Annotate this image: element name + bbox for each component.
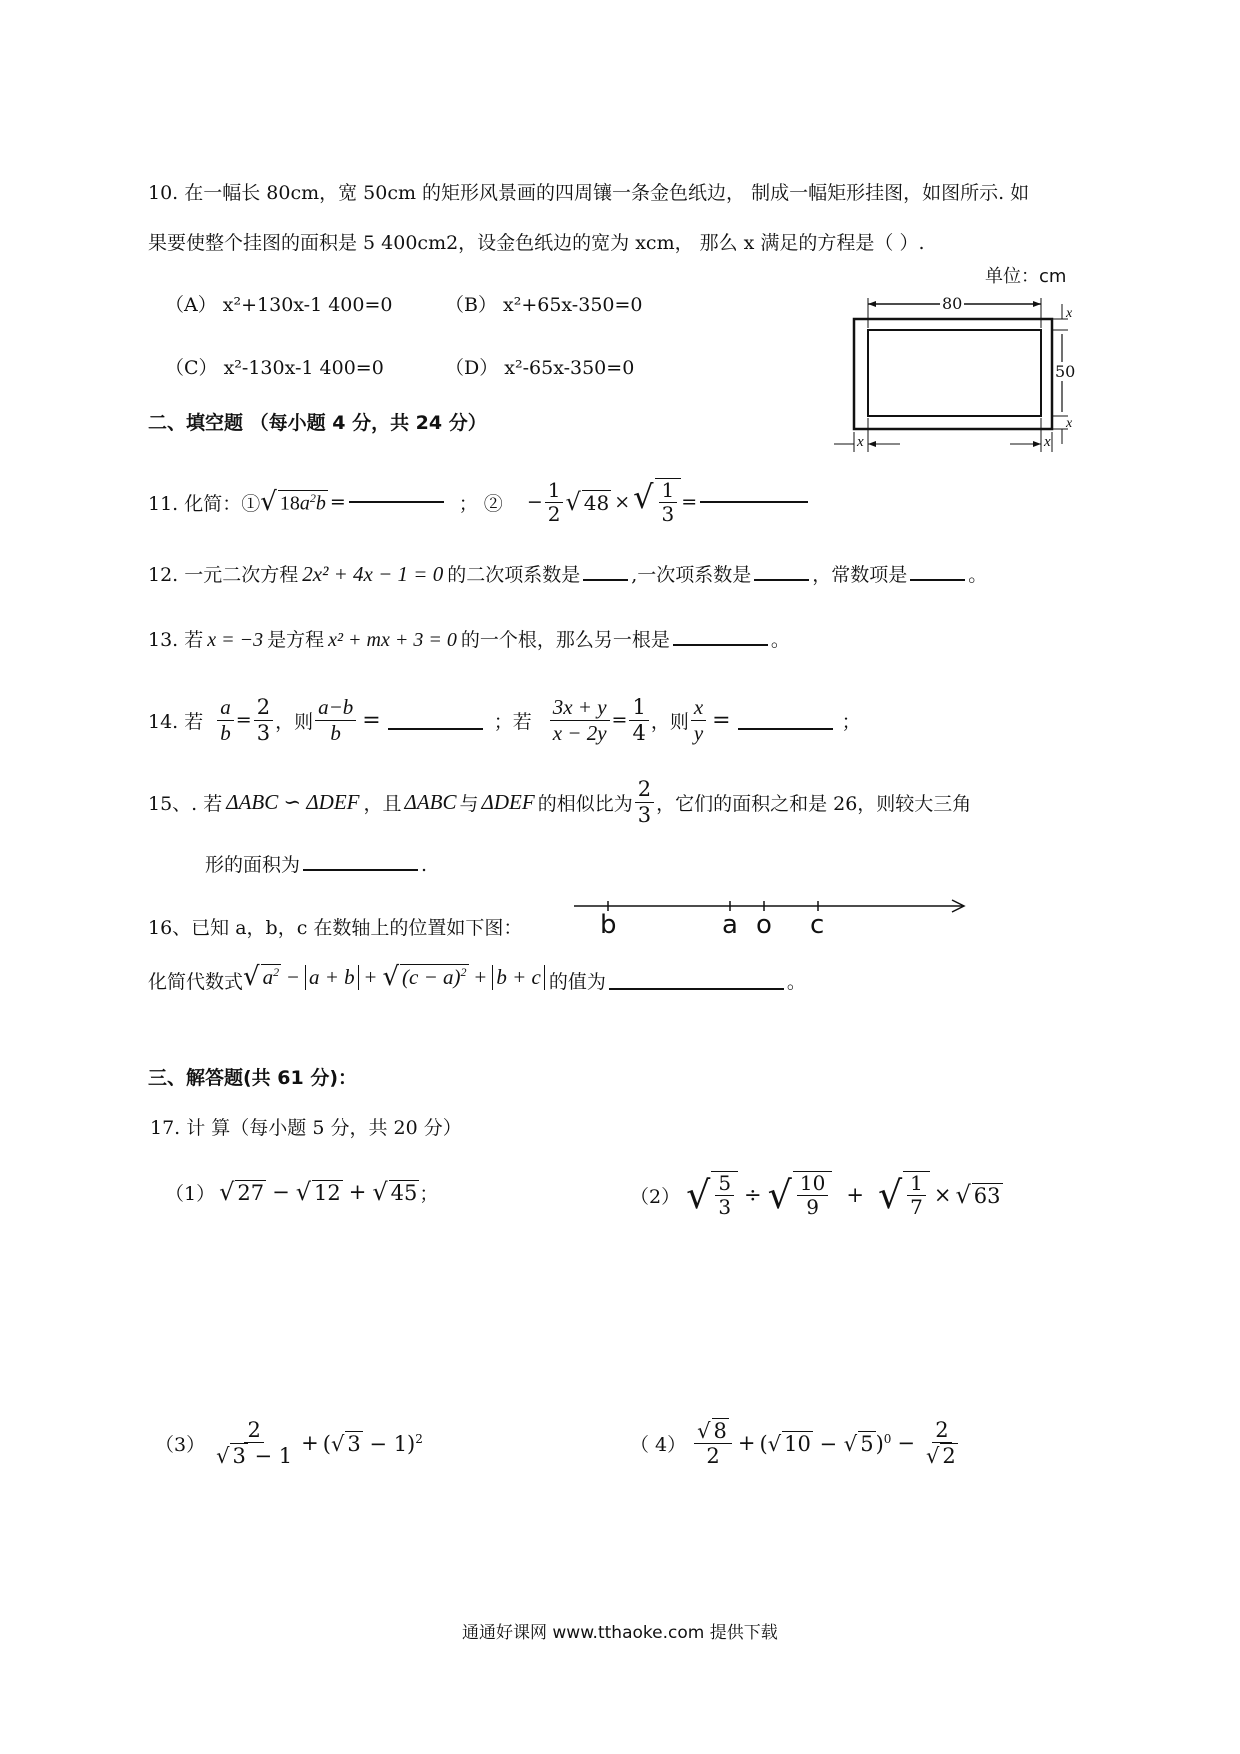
q12-blank-2[interactable] — [754, 579, 809, 581]
figure-unit: 单位：cm — [985, 266, 1067, 287]
q11: 11. 化简：① √ $18a^2b$ = ； ② − $\frac{1}{2}$ √ 48 × √ $\frac{1}{3}$ = — [148, 478, 811, 526]
q13-end: 。 — [770, 629, 790, 651]
q13 — [148, 625, 790, 652]
label-o: o — [756, 910, 772, 940]
figure-width-label: 80 — [942, 294, 963, 313]
q10-line1: 10. 在一幅长 80cm，宽 50cm 的矩形风景画的四周镶一条金色纸边， 制成一幅矩形挂图，如图所示. 如 — [148, 182, 1030, 204]
q12-equation: 2x² + 4x − 1 = 0 — [302, 562, 444, 586]
label-c: c — [810, 910, 825, 940]
q16-expression: √ $a^2$ − a + b + √ $(c - a)^2$ + b + c — [243, 962, 545, 992]
q12 — [148, 560, 987, 587]
q16-line2-pre: 化简代数式 — [148, 971, 244, 993]
q11-radical-48: √ 48 — [565, 488, 610, 516]
label-b: b — [600, 910, 617, 940]
figure-x-label-bottom: x — [1066, 416, 1073, 431]
q17-p3: （3） $\frac{2}{√ 3 - 1}$ + (√ 3 − 1)$^2$ — [155, 1417, 423, 1468]
q15-and: ，且 — [363, 792, 402, 815]
q15-line2-text: 形的面积为 — [205, 854, 301, 876]
label-a: a — [722, 910, 738, 940]
q14-then-2: ，则 — [650, 710, 689, 733]
q13-post: 的一个根，那么另一根是 — [460, 629, 670, 651]
q17-p3-label: （3） — [155, 1433, 206, 1456]
footer-text: 通通好课网 www.tthaoke.com 提供下载 — [462, 1623, 778, 1643]
q12-mid1: 的二次项系数是 — [447, 564, 581, 586]
figure-height-label: 50 — [1055, 362, 1076, 381]
q10-option-b: （B） x²+65x-350=0 — [445, 294, 643, 316]
q17-p4-label: （ 4） — [630, 1433, 687, 1456]
q10-figure — [830, 262, 1078, 462]
q10-option-c: （C） x²-130x-1 400=0 — [165, 357, 384, 379]
q14-frac-x-over-y: $\frac{x}{y}$ — [691, 695, 706, 744]
q15-t1: ΔABC — [404, 789, 457, 814]
q14: 14. 若 $\frac{a}{b}$ = $\frac{2}{3}$ ，则 $\frac{a-b}{b}$ = ；若 $\frac{3x + y}{x - 2y}$ = $\frac{1}{4}$ ，则 $\frac{x}{y}$ = ； — [148, 695, 861, 745]
q11-part2: ； ② — [458, 492, 503, 515]
q13-cond: x = −3 — [207, 629, 264, 651]
q13-blank[interactable] — [673, 644, 768, 646]
figure-x-label-right: x — [1044, 434, 1051, 450]
q15-sim: ΔABC ∽ ΔDEF — [226, 789, 360, 814]
q15-t2: ΔDEF — [481, 789, 535, 814]
q14-frac-xy: $\frac{3x + y}{x - 2y}$ — [550, 695, 610, 744]
q11-label: 11. 化简：① — [148, 492, 261, 515]
q16-pre: 16、已知 a，b，c 在数轴上的位置如下图： — [148, 917, 523, 939]
q15-line2 — [205, 850, 427, 877]
q11-radical-third: √ $\frac{1}{3}$ — [633, 478, 681, 526]
q10-option-d: （D） x²-65x-350=0 — [445, 357, 635, 379]
q17-p1-end: ； — [419, 1182, 439, 1205]
q13-equation: x² + mx + 3 = 0 — [328, 629, 457, 651]
q12-mid3: ，常数项是 — [812, 564, 908, 586]
q16-end: 。 — [786, 971, 806, 993]
q17-p2: （2） √ $\frac{5}{3}$ ÷ √ $\frac{10}{9}$ + √ $\frac{1}{7}$ × √ 63 — [630, 1171, 1001, 1219]
q14-frac-ab: $\frac{a}{b}$ — [217, 695, 234, 744]
section2-title: 二、填空题 （每小题 4 分，共 24 分） — [148, 412, 487, 434]
q15-with: 与 — [459, 792, 479, 815]
q12-end: 。 — [968, 564, 988, 586]
q16-number-line — [570, 893, 970, 943]
frame-diagram — [830, 262, 1078, 462]
q14-end: ； — [841, 710, 861, 733]
q10-option-a: （A） x²+130x-1 400=0 — [165, 294, 393, 316]
q15-ratio-label: 的相似比为 — [537, 792, 633, 815]
q15-blank[interactable] — [303, 869, 418, 871]
q16-line2-post: 的值为 — [548, 971, 606, 993]
q14-pre: 14. 若 — [148, 710, 204, 733]
q12-blank-3[interactable] — [910, 579, 965, 581]
q14-then-1: ，则 — [275, 710, 314, 733]
q13-mid: 是方程 — [267, 629, 325, 651]
q17-title: 17. 计 算（每小题 5 分，共 20 分） — [150, 1117, 462, 1139]
figure-x-label-top: x — [1066, 306, 1073, 321]
q15-line2-end: . — [421, 854, 428, 876]
q13-pre: 13. 若 — [148, 629, 204, 651]
q14-frac-23: $\frac{2}{3}$ — [254, 695, 273, 744]
q15-frac-23: $\frac{2}{3}$ — [635, 777, 654, 826]
q11-blank-1[interactable] — [349, 501, 444, 503]
q15-post: ，它们的面积之和是 26，则较大三角 — [656, 792, 972, 815]
q10-line2: 果要使整个挂图的面积是 5 400cm2，设金色纸边的宽为 xcm， 那么 x 满足的方程是（ ）. — [148, 232, 925, 254]
q12-pre: 12. 一元二次方程 — [148, 564, 299, 586]
q15-pre: 15、. 若 — [148, 792, 223, 815]
figure-x-label-left: x — [857, 434, 864, 450]
q14-blank-1[interactable] — [388, 728, 483, 730]
q15 — [148, 770, 971, 834]
q11-frac-half: $\frac{1}{2}$ — [545, 479, 564, 526]
q17-p2-label: （2） — [630, 1185, 681, 1208]
q14-frac-amb: $\frac{a-b}{b}$ — [315, 695, 356, 744]
q11-radical-1: √ $18a^2b$ — [260, 487, 326, 517]
q14-frac-14: $\frac{1}{4}$ — [629, 695, 648, 744]
q11-blank-2[interactable] — [700, 501, 808, 503]
q14-sep: ；若 — [493, 710, 532, 733]
q17-p4: （ 4） $\frac{√ 8}{2}$ + (√ 10 − √ 5)$^0$ − $\frac{2}{√ 2}$ — [630, 1417, 956, 1468]
q17-p1-label: （1） — [165, 1182, 216, 1205]
q12-mid2: ,一次项系数是 — [631, 564, 752, 586]
q12-blank-1[interactable] — [583, 579, 628, 581]
q14-blank-2[interactable] — [738, 728, 833, 730]
q17-p1: （1） √ 27 − √ 12 + √ 45 ； — [165, 1178, 439, 1206]
q16-line2 — [148, 952, 806, 998]
q16-blank[interactable] — [609, 988, 784, 990]
section3-title: 三、解答题(共 61 分)： — [148, 1067, 358, 1089]
